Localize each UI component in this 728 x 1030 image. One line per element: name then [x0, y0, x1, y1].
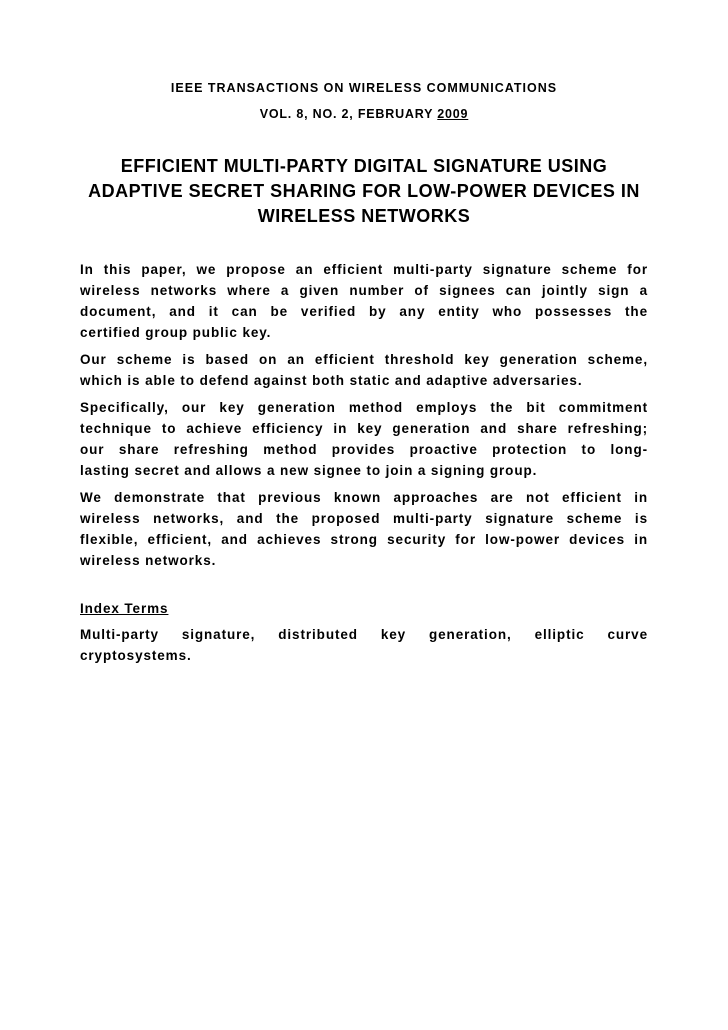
abstract-line: document, and it can be verified by any entity who possesses the: [80, 304, 648, 319]
title-line: WIRELESS NETWORKS: [257, 206, 471, 226]
volume-issue-text: VOL. 8, NO. 2, FEBRUARY: [259, 107, 438, 121]
abstract: [80, 259, 648, 577]
abstract-paragraph-1: [80, 259, 648, 343]
abstract-paragraph-2: [80, 349, 648, 391]
abstract-line: wireless networks where a given number of signees can jointly sign a: [80, 283, 648, 298]
abstract-line: flexible, efficient, and achieves strong security for low-power devices in: [80, 532, 648, 547]
publication-year: 2009: [437, 107, 469, 121]
abstract-line: wireless networks.: [80, 553, 217, 568]
index-terms-line: Multi-party signature, distributed key generation, elliptic curve: [80, 627, 648, 642]
abstract-line: certified group public key.: [80, 325, 272, 340]
index-terms: [80, 624, 648, 666]
abstract-line: technique to achieve efficiency in key generation and share refreshing;: [80, 421, 648, 436]
abstract-line: lasting secret and allows a new signee to join a signing group.: [80, 463, 538, 478]
abstract-line: We demonstrate that previous known approaches are not efficient in: [80, 490, 648, 505]
abstract-line: In this paper, we propose an efficient multi-party signature scheme for: [80, 262, 648, 277]
index-terms-heading: Index Terms: [80, 601, 169, 616]
abstract-line: Our scheme is based on an efficient threshold key generation scheme,: [80, 352, 648, 367]
abstract-line: Specifically, our key generation method employs the bit commitment: [80, 400, 648, 415]
journal-name: IEEE TRANSACTIONS ON WIRELESS COMMUNICATIONS: [170, 81, 558, 95]
abstract-line: wireless networks, and the proposed multi-party signature scheme is: [80, 511, 648, 526]
abstract-paragraph-4: [80, 487, 648, 571]
volume-issue: [0, 106, 728, 122]
abstract-paragraph-3: [80, 397, 648, 481]
abstract-line: which is able to defend against both static and adaptive adversaries.: [80, 373, 583, 388]
paper-title: [74, 154, 654, 229]
index-terms-line: cryptosystems.: [80, 648, 192, 663]
abstract-line: our share refreshing method provides proactive protection to long-: [80, 442, 648, 457]
title-line: EFFICIENT MULTI-PARTY DIGITAL SIGNATURE USING: [120, 156, 608, 176]
title-line: ADAPTIVE SECRET SHARING FOR LOW-POWER DEVICES IN: [88, 181, 640, 201]
